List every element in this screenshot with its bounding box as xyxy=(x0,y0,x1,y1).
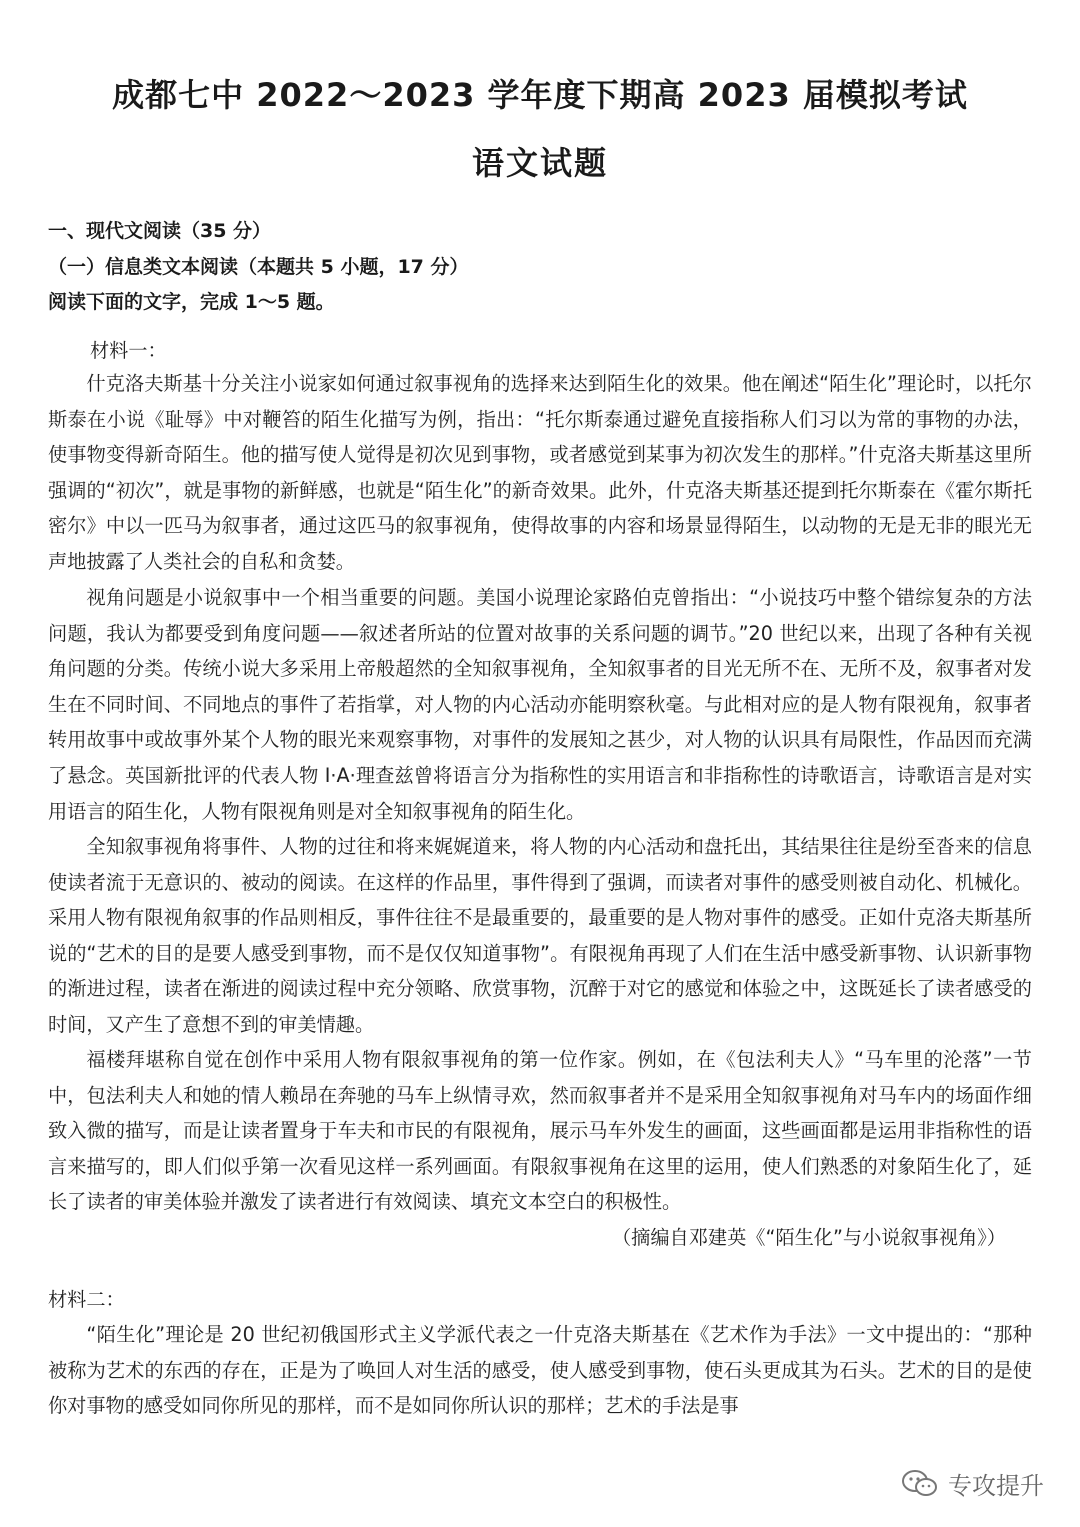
section-heading: 一、现代文阅读（35 分） xyxy=(48,220,272,242)
material2-paragraph: “陌生化”理论是 20 世纪初俄国形式主义学派代表之一什克洛夫斯基在《艺术作为手法》一文中提出的：“那种被称为艺术的东西的存在，正是为了唤回人对生活的感受，使人感受到事物，使石头更成其为石头。艺术的目的是使你对事物的感受如同你所见的那样，而不是如同你所认识的那样；艺术的手法是事 xyxy=(48,1323,1032,1418)
material1-paragraph-3: 全知叙事视角将事件、人物的过往和将来娓娓道来，将人物的内心活动和盘托出，其结果往往是纷至沓来的信息使读者流于无意识的、被动的阅读。在这样的作品里，事件得到了强调，而读者对事件的感受则被自动化、机械化。采用人物有限视角叙事的作品则相反，事件往往不是最重要的，最重要的是人物对事件的感受。正如什克洛夫斯基所说的“艺术的目的是要人感受到事物，而不是仅仅知道事物”。有限视角再现了人们在生活中感受新事物、认识新事物的渐进过程，读者在渐进的阅读过程中充分领略、欣赏事物，沉醉于对它的感觉和体验之中，这既延长了读者感受的时间，又产生了意想不到的审美情趣。 xyxy=(48,835,1032,1036)
material1-paragraph-2: 视角问题是小说叙事中一个相当重要的问题。美国小说理论家路伯克曾指出：“小说技巧中整个错综复杂的方法问题，我认为都要受到角度问题——叙述者所站的位置对故事的关系问题的调节。”20 世纪以来，出现了各种有关视角问题的分类。传统小说大多采用上帝般超然的全知叙事视角，全知叙事者的目光无所不在、无所不及，叙事者对发生在不同时间、不同地点的事件了若指掌，对人物的内心活动亦能明察秋毫。与此相对应的是人物有限视角，叙事者转用故事中或故事外某个人物的眼光来观察事物，对事件的发展知之甚少，对人物的认识具有局限性，作品因而充满了悬念。英国新批评的代表人物 I·A·理查兹曾将语言分为指称性的实用语言和非指称性的诗歌语言，诗歌语言是对实用语言的陌生化，人物有限视角则是对全知叙事视角的陌生化。 xyxy=(48,586,1032,823)
material2-label: 材料二： xyxy=(48,1288,125,1311)
material1-paragraph-4: 福楼拜堪称自觉在创作中采用人物有限叙事视角的第一位作家。例如，在《包法利夫人》“马车里的沦落”一节中，包法利夫人和她的情人赖昂在奔驰的马车上纵情寻欢，然而叙事者并不是采用全知叙事视角对马车内的场面作细致入微的描写，而是让读者置身于车夫和市民的有限视角，展示马车外发生的画面，这些画面都是运用非指称性的语言来描写的，即人们似乎第一次看见这样一系列画面。有限叙事视角在这里的运用，使人们熟悉的对象陌生化了，延长了读者的审美体验并激发了读者进行有效阅读、填充文本空白的积极性。 xyxy=(48,1048,1032,1214)
material1-source: （摘编自邓建英《“陌生化”与小说叙事视角》） xyxy=(611,1226,1006,1249)
material1-label: 材料一： xyxy=(90,339,167,362)
subsection-heading: （一）信息类文本阅读（本题共 5 小题，17 分） xyxy=(48,256,469,278)
wechat-icon xyxy=(900,1468,940,1500)
material1-paragraph-1: 什克洛夫斯基十分关注小说家如何通过叙事视角的选择来达到陌生化的效果。他在阐述“陌生化”理论时，以托尔斯泰在小说《耻辱》中对鞭笞的陌生化描写为例，指出：“托尔斯泰通过避免直接指称人们习以为常的事物的办法，使事物变得新奇陌生。他的描写使人觉得是初次见到事物，或者感觉到某事为初次发生的那样。”什克洛夫斯基这里所强调的“初次”，就是事物的新鲜感，也就是“陌生化”的新奇效果。此外，什克洛夫斯基还提到托尔斯泰在《霍尔斯托密尔》中以一匹马为叙事者，通过这匹马的叙事视角，使得故事的内容和场景显得陌生，以动物的无是无非的眼光无声地披露了人类社会的自私和贪婪。 xyxy=(48,372,1032,573)
watermark xyxy=(900,1466,1044,1501)
exam-subtitle: 语文试题 xyxy=(471,144,608,182)
reading-instruction: 阅读下面的文字，完成 1～5 题。 xyxy=(48,291,335,313)
watermark-text: 专攻提升 xyxy=(948,1472,1044,1500)
exam-title: 成都七中 2022～2023 学年度下期高 2023 届模拟考试 xyxy=(112,76,968,114)
